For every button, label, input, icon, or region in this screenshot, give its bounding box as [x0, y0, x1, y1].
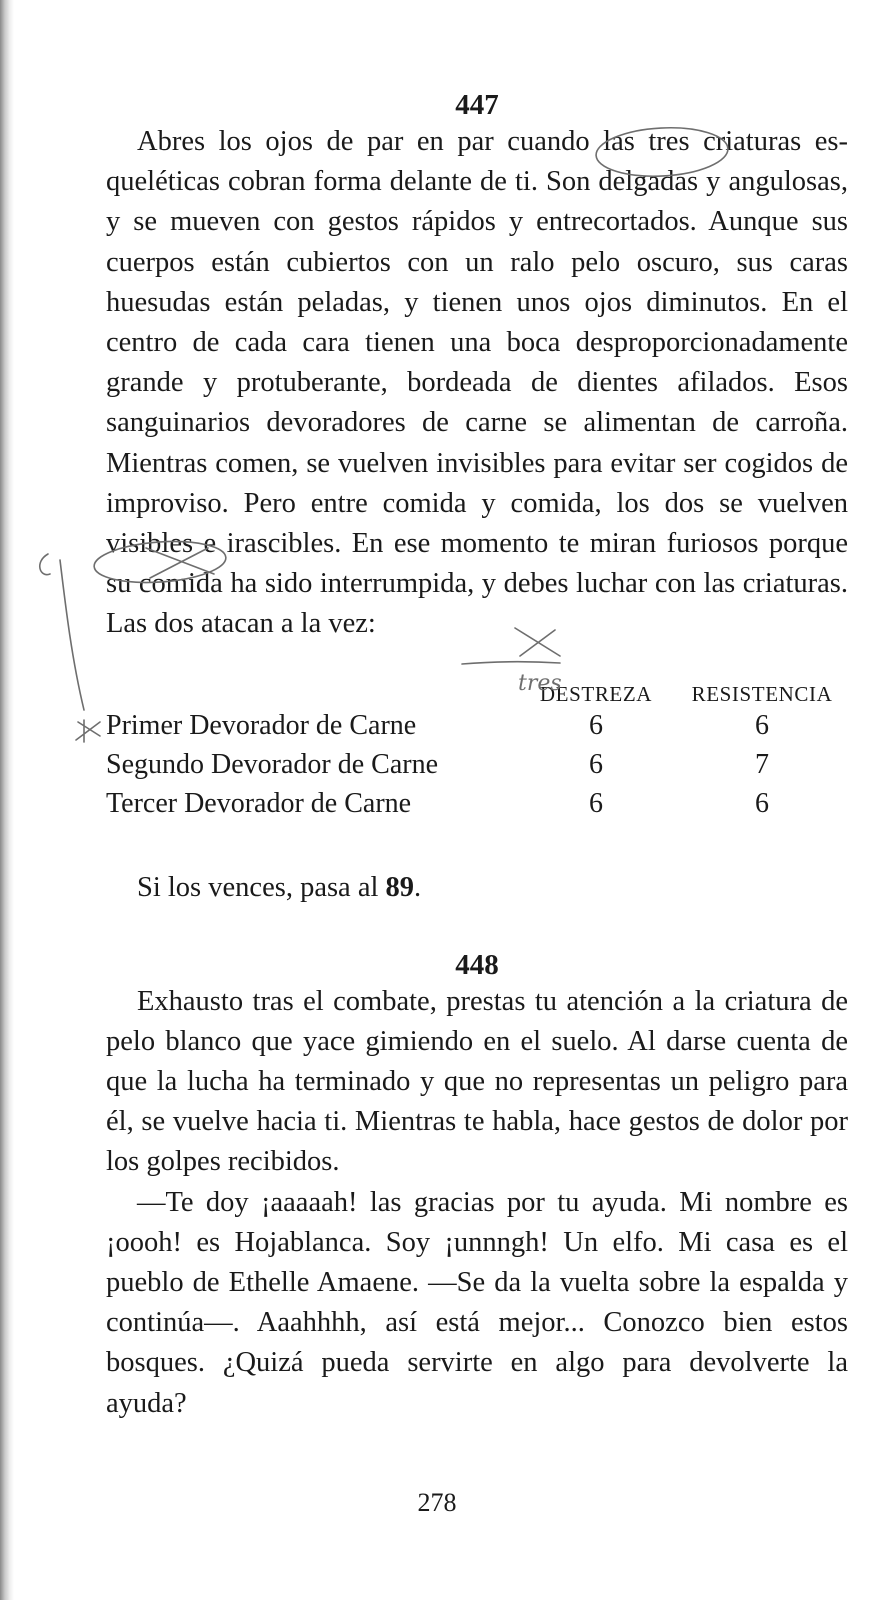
enemy-stamina: 6 — [755, 788, 769, 820]
enemy-name: Tercer Devorador de Carne — [106, 788, 412, 820]
section-paragraph: Abres los ojos de par en par cuando las tres criaturas esqueléticas cobran forma delante de ti. Son delgadas y angulosas, y se mueven con gestos rápidos y entrecortados. Aunque sus cuerpos están cubiertos con un ralo pelo oscuro, sus caras huesudas están peladas, y tienen unos ojos diminutos. En el centro de cada cara tienen una boca desproporcionadamente grande y protuberante, bordeada de dientes afilados. Esos sanguinarios devoradores de carne se alimentan de carroña. Mientras comen, se vuelven invisibles para evitar ser cogidos de improviso. Pero entre comida y comida, los dos se vuelven visibles e irascibles. En ese momento te miran furiosos porque su comida ha sido interrumpida, y debes luchar con las criaturas. Las dos atacan a la vez: — [106, 126, 848, 640]
enemy-skill: 6 — [589, 788, 603, 820]
margin-arrow-head — [76, 720, 100, 742]
margin-arrow-line — [60, 560, 84, 710]
section-number: 448 — [455, 948, 499, 981]
goto-suffix: . — [414, 871, 422, 903]
enemy-name: Primer Devorador de Carne — [106, 710, 417, 742]
enemy-row — [106, 746, 848, 785]
enemy-name: Segundo Devorador de Carne — [106, 749, 439, 781]
combat-stats-table — [106, 671, 848, 824]
goto-text: Si los vences, pasa al — [137, 871, 386, 903]
name-column-header — [106, 671, 516, 707]
enemy-stamina: 6 — [755, 710, 769, 742]
goto-target-section: 89 — [385, 871, 415, 903]
stamina-column-header: RESISTENCIA — [691, 681, 833, 706]
enemy-skill: 6 — [589, 710, 603, 742]
handwritten-correction-tres: tres — [518, 671, 562, 696]
page-number: 278 — [417, 1488, 457, 1517]
skill-column-header: DESTREZA — [539, 681, 653, 706]
enemy-row — [106, 707, 848, 746]
stats-header-row — [106, 671, 848, 707]
section-447 — [106, 88, 848, 908]
enemy-skill: 6 — [589, 749, 603, 781]
section-paragraph: Exhausto tras el combate, prestas tu atención a la criatura de pelo blanco que yace gimiendo en el suelo. Al darse cuenta de que la lucha ha terminado y que no representas un peligro para él, se vuelve hacia ti. Mientras te habla, hace gestos de dolor por los golpes recibidos. — [106, 985, 848, 1178]
enemy-row — [106, 785, 848, 824]
goto-instruction — [106, 868, 848, 908]
enemy-stamina: 7 — [755, 749, 769, 781]
section-448 — [106, 948, 848, 1424]
book-page — [106, 88, 848, 1424]
margin-hook-mark — [40, 554, 50, 575]
book-spine-shadow — [0, 0, 14, 1600]
section-number: 447 — [455, 89, 499, 121]
dialogue-paragraph: —Te doy ¡aaaaah! las gracias por tu ayuda. Mi nombre es ¡oooh! es Hojablanca. Soy ¡unnngh! Un elfo. Mi casa es el pueblo de Ethelle Amaene. —Se da la vuelta sobre la espalda y continúa—. Aaahhhh, así está mejor... Conozco bien estos bosques. ¿Quizá pueda servirte en algo para devolverte la ayuda? — [106, 1186, 848, 1419]
